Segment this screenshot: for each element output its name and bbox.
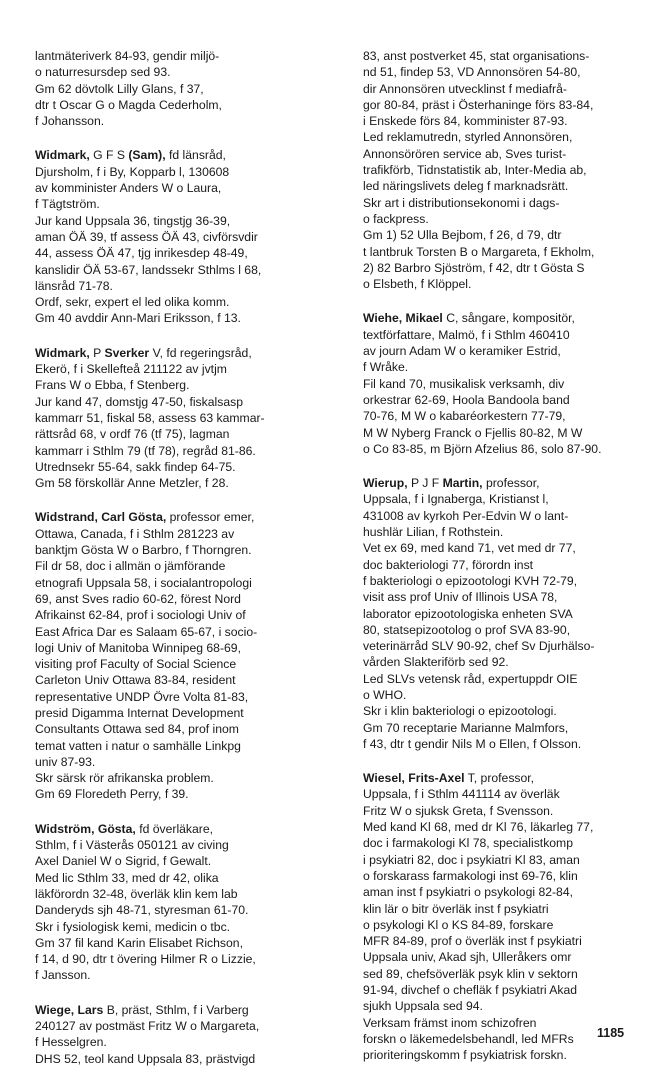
entry-line: Skr art i distributionsekonomi i dags- xyxy=(363,195,560,210)
biography-entry xyxy=(35,147,335,326)
biography-entry xyxy=(35,48,335,129)
entry-line: av journ Adam W o keramiker Estrid, xyxy=(363,344,561,359)
entry-line: lantmäteriverk 84-93, gendir miljö- xyxy=(35,49,220,63)
entry-surname: Wiehe, Mikael xyxy=(363,311,443,326)
entry-line: doc bakteriologi 77, förordn inst xyxy=(363,557,534,572)
entry-line: f Hesselgren. xyxy=(35,1035,107,1050)
entry-call-name: Martin, xyxy=(442,476,483,491)
entry-surname: Wiege, Lars xyxy=(35,1002,104,1017)
entry-surname: Widmark, xyxy=(35,148,90,163)
entry-line: trafikförb, Tidnstatistik ab, Inter-Media ab, xyxy=(363,163,587,178)
entry-line: Skr särsk rör afrikanska problem. xyxy=(35,771,214,786)
right-column xyxy=(363,48,643,1082)
entry-line: o WHO. xyxy=(363,687,407,702)
entry-line: 83, anst postverket 45, stat organisations- xyxy=(363,49,590,63)
entry-line: veterinärråd SLV 90-92, chef Sv Djurhälso- xyxy=(363,639,595,654)
entry-line: hushlär Lilian, f Rothstein. xyxy=(363,525,504,540)
entry-line: dtr t Oscar G o Magda Cederholm, xyxy=(35,97,222,112)
entry-heading-text: professor emer, xyxy=(169,510,255,525)
biography-entry xyxy=(35,509,335,802)
entry-heading xyxy=(363,310,643,326)
entry-heading-text: professor, xyxy=(485,476,540,491)
entry-line: prioriteringskomm f psykiatrisk forskn. xyxy=(363,1048,567,1063)
biography-entry xyxy=(363,48,643,292)
entry-line: Uppsala univ, Akad sjh, Ulleråkers omr xyxy=(363,950,572,965)
entry-line: rättsråd 68, v ordf 76 (tf 75), lagman xyxy=(35,427,230,442)
entry-line: i Enskede förs 84, komminister 87-93. xyxy=(363,114,568,129)
entry-heading-text: fd länsråd, xyxy=(169,148,226,163)
entry-line: forskn o läkemedelsbehandl, led MFRs xyxy=(363,1031,574,1046)
entry-line: f 43, dtr t gendir Nils M o Ellen, f Olsson. xyxy=(363,736,582,751)
entry-line: Led reklamutredn, styrled Annonsören, xyxy=(363,130,573,145)
entry-line: visiting prof Faculty of Social Science xyxy=(35,657,237,672)
entry-call-name: Sverker xyxy=(104,345,150,360)
entry-line: laborator epizootologiska enheten SVA xyxy=(363,606,573,621)
entry-line: 91-94, divchef o chefläk f psykiatri Akad xyxy=(363,983,578,998)
entry-line: aman inst f psykiatri o psykologi 82-84, xyxy=(363,885,573,900)
entry-heading xyxy=(35,147,335,163)
entry-surname: Wiesel, Frits-Axel xyxy=(363,771,465,786)
entry-line: Uppsala, f i Ignaberga, Kristianst l, xyxy=(363,492,549,507)
entry-line: Jur kand Uppsala 36, tingstjg 36-39, xyxy=(35,213,231,228)
entry-line: Ordf, sekr, expert el led olika komm. xyxy=(35,295,230,310)
entry-line: gor 80-84, präst i Österhaninge förs 83-84, xyxy=(363,97,594,112)
entry-line: f Tägtström. xyxy=(35,197,100,212)
entry-line: Verksam främst inom schizofren xyxy=(363,1015,537,1030)
entry-line: Frans W o Ebba, f Stenberg. xyxy=(35,378,190,393)
entry-line: Uppsala, f i Sthlm 441114 av överläk xyxy=(363,787,560,802)
entry-line: banktjm Gösta W o Barbro, f Thorngren. xyxy=(35,543,252,558)
entry-line: t lantbruk Torsten B o Margareta, f Ekholm, xyxy=(363,244,595,259)
entry-line: univ 87-93. xyxy=(35,754,96,769)
entry-heading xyxy=(363,770,643,786)
entry-line: temat vatten i natur o samhälle Linkpg xyxy=(35,738,241,753)
entry-line: Sthlm, f i Västerås 050121 av civing xyxy=(35,838,229,853)
entry-line: etnografi Uppsala 58, i socialantropologi xyxy=(35,575,252,590)
entry-line: kammarr i Sthlm 79 (tf 78), regråd 81-86. xyxy=(35,443,256,458)
entry-line: Utrednsekr 55-64, sakk findep 64-75. xyxy=(35,459,236,474)
biography-entry xyxy=(35,1002,335,1067)
entry-line: Gm 37 fil kand Karin Elisabet Richson, xyxy=(35,935,243,950)
entry-line: representative UNDP Övre Volta 81-83, xyxy=(35,689,249,704)
entry-line: f Wråke. xyxy=(363,360,409,375)
biography-entry xyxy=(363,770,643,1063)
biography-entry xyxy=(363,310,643,457)
entry-line: kammarr 51, fiskal 58, assess 63 kammar- xyxy=(35,410,265,425)
entry-line: sjukh Uppsala sed 94. xyxy=(363,999,483,1014)
entry-heading xyxy=(35,345,335,361)
entry-line: Gm 62 dövtolk Lilly Glans, f 37, xyxy=(35,81,204,96)
entry-line: Consultants Ottawa sed 84, prof inom xyxy=(35,722,239,737)
entry-line: f Jansson. xyxy=(35,968,91,983)
entry-line: Gm 1) 52 Ulla Bejbom, f 26, d 79, dtr xyxy=(363,228,562,243)
entry-heading-text: C, sångare, kompositör, xyxy=(446,311,575,326)
entry-line: aman ÖÄ 39, tf assess ÖÄ 43, civförsvdir xyxy=(35,229,258,244)
entry-line: nd 51, findep 53, VD Annonsören 54-80, xyxy=(363,65,581,80)
entry-line: 2) 82 Barbro Sjöström, f 42, dtr t Gösta S xyxy=(363,260,585,275)
entry-line: presid Digamma Internat Development xyxy=(35,705,244,720)
entry-line: o Elsbeth, f Klöppel. xyxy=(363,277,472,292)
entry-line: av komminister Anders W o Laura, xyxy=(35,181,222,196)
entry-call-name: (Sam), xyxy=(128,148,166,163)
entry-line: Ottawa, Canada, f i Sthlm 281223 av xyxy=(35,526,235,541)
entry-heading xyxy=(363,475,643,491)
entry-line: 69, anst Sves radio 60-62, förest Nord xyxy=(35,591,241,606)
entry-line: 240127 av postmäst Fritz W o Margareta, xyxy=(35,1019,260,1034)
entry-line: Danderyds sjh 48-71, styresman 61-70. xyxy=(35,903,249,918)
entry-line: Axel Daniel W o Sigrid, f Gewalt. xyxy=(35,854,212,869)
entry-line: Fritz W o sjuksk Greta, f Svensson. xyxy=(363,803,554,818)
left-column xyxy=(35,48,335,1085)
entry-line: Skr i klin bakteriologi o epizootologi. xyxy=(363,704,557,719)
entry-line: o Co 83-85, m Björn Afzelius 86, solo 87-90. xyxy=(363,441,602,456)
entry-line: Med lic Sthlm 33, med dr 42, olika xyxy=(35,870,219,885)
entry-line: MFR 84-89, prof o överläk inst f psykiatri xyxy=(363,934,582,949)
entry-line: 44, assess ÖÄ 47, tjg inrikesdep 48-49, xyxy=(35,246,248,261)
entry-given-names: P J F xyxy=(410,476,440,491)
entry-surname: Widstrand, Carl Gösta, xyxy=(35,510,167,525)
page-number: 1185 xyxy=(597,1026,625,1040)
biography-entry xyxy=(363,475,643,752)
entry-line: klin lär o bitr överläk inst f psykiatri xyxy=(363,901,549,916)
entry-line: sed 89, chefsöverläk psyk klin v sektorn xyxy=(363,966,578,981)
entry-line: textförfattare, Malmö, f i Sthlm 460410 xyxy=(363,327,570,342)
entry-line: led näringslivets deleg f marknadsrätt. xyxy=(363,179,569,194)
entry-line: Ekerö, f i Skellefteå 211122 av jvtjm xyxy=(35,362,227,377)
entry-line: Gm 70 receptarie Marianne Malmfors, xyxy=(363,720,569,735)
entry-line: kanslidir ÖÄ 53-67, landssekr Sthlms l 68, xyxy=(35,262,262,277)
entry-line: East Africa Dar es Salaam 65-67, i socio- xyxy=(35,624,258,639)
entry-line: 80, statsepizootolog o prof SVA 83-90, xyxy=(363,622,571,637)
biography-entry xyxy=(35,345,335,492)
entry-heading xyxy=(35,509,335,525)
entry-line: Afrikainst 62-84, prof i sociologi Univ of xyxy=(35,608,246,623)
entry-line: o fackpress. xyxy=(363,211,429,226)
entry-heading xyxy=(35,1002,335,1018)
entry-line: doc i farmakologi Kl 78, specialistkomp xyxy=(363,836,573,851)
entry-line: i psykiatri 82, doc i psykiatri Kl 83, aman xyxy=(363,852,580,867)
entry-line: DHS 52, teol kand Uppsala 83, prästvigd xyxy=(35,1051,256,1066)
entry-line: 431008 av kyrkoh Per-Edvin W o lant- xyxy=(363,508,569,523)
entry-line: Led SLVs vetensk råd, expertuppdr OIE xyxy=(363,671,578,686)
entry-line: Annonsörören service ab, Sves turist- xyxy=(363,146,567,161)
entry-line: o psykologi Kl o KS 84-89, forskare xyxy=(363,917,554,932)
entry-line: logi Univ of Manitoba Winnipeg 68-69, xyxy=(35,640,241,655)
entry-heading-text: fd överläkare, xyxy=(139,821,214,836)
entry-given-names: G F S xyxy=(93,148,125,163)
entry-line: visit ass prof Univ of Illinois USA 78, xyxy=(363,590,558,605)
entry-line: läkförordn 32-48, överläk klin kem lab xyxy=(35,886,238,901)
entry-line: Gm 40 avddir Ann-Mari Eriksson, f 13. xyxy=(35,311,241,326)
entry-heading-text: T, professor, xyxy=(467,771,535,786)
entry-line: Skr i fysiologisk kemi, medicin o tbc. xyxy=(35,919,231,934)
entry-line: f Johansson. xyxy=(35,114,105,129)
entry-given-names: P xyxy=(93,345,102,360)
entry-surname: Widström, Gösta, xyxy=(35,821,136,836)
entry-line: Fil dr 58, doc i allmän o jämförande xyxy=(35,559,226,574)
entry-surname: Widmark, xyxy=(35,345,90,360)
entry-heading xyxy=(35,821,335,837)
entry-line: f bakteriologi o epizootologi KVH 72-79, xyxy=(363,573,578,588)
entry-line: o forskarass farmakologi inst 69-76, klin xyxy=(363,868,578,883)
entry-line: dir Annonsören utvecklinst f mediafrå- xyxy=(363,81,567,96)
entry-line: M W Nyberg Franck o Fjellis 80-82, M W xyxy=(363,425,583,440)
entry-line: f 14, d 90, dtr t övering Hilmer R o Lizzie, xyxy=(35,952,256,967)
entry-heading-text: B, präst, Sthlm, f i Varberg xyxy=(106,1002,249,1017)
entry-line: länsråd 71-78. xyxy=(35,278,113,293)
entry-surname: Wierup, xyxy=(363,476,408,491)
entry-line: vården Slakteriförb sed 92. xyxy=(363,655,509,670)
entry-line: Vet ex 69, med kand 71, vet med dr 77, xyxy=(363,541,576,556)
entry-heading-text: V, fd regeringsråd, xyxy=(152,345,252,360)
entry-line: Gm 58 förskollär Anne Metzler, f 28. xyxy=(35,476,229,491)
entry-line: Jur kand 47, domstjg 47-50, fiskalsasp xyxy=(35,394,243,409)
entry-line: Med kand Kl 68, med dr Kl 76, läkarleg 77, xyxy=(363,820,594,835)
entry-line: Gm 69 Floredeth Perry, f 39. xyxy=(35,787,189,802)
entry-line: o naturresursdep sed 93. xyxy=(35,65,171,80)
entry-line: orkestrar 62-69, Hoola Bandoola band xyxy=(363,392,570,407)
entry-line: 70-76, M W o kabaréorkestern 77-79, xyxy=(363,409,566,424)
biography-entry xyxy=(35,821,335,984)
entry-line: Carleton Univ Ottawa 83-84, resident xyxy=(35,673,236,688)
entry-line: Fil kand 70, musikalisk verksamh, div xyxy=(363,376,565,391)
entry-line: Djursholm, f i By, Kopparb l, 130608 xyxy=(35,164,230,179)
